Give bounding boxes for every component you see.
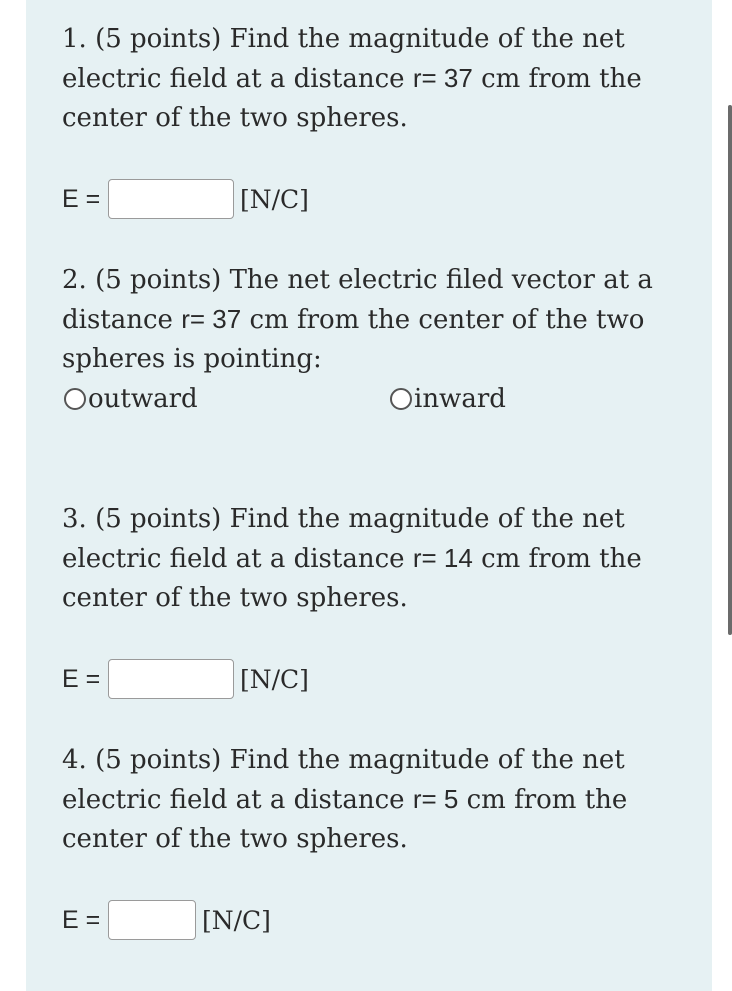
radio-outward-label: outward [88,384,198,414]
radio-option-outward[interactable] [64,384,198,414]
question-1-answer-input[interactable] [108,179,234,219]
radio-inward-label: inward [414,384,506,414]
question-3-unit: [N/C] [240,664,309,694]
question-3-text: 3. (5 points) Find the magnitude of the net electric field at a distance r= 14 cm from the center of the two spheres. [62,504,642,613]
question-1-unit: [N/C] [240,184,309,214]
question-2-text: 2. (5 points) The net electric filed vector at a distance r= 37 cm from the center of the two spheres is pointing: [62,265,653,374]
radio-option-inward[interactable] [390,384,506,414]
question-3-answer-row [62,657,309,701]
question-1-answer-row [62,177,309,221]
radio-inward-circle[interactable] [390,388,412,410]
radio-outward-circle[interactable] [64,388,86,410]
question-4-answer-row [62,898,271,942]
question-3-answer-input[interactable] [108,659,234,699]
question-4-unit: [N/C] [202,905,271,935]
question-4-eq-label: E = [62,905,101,934]
question-3-eq-label: E = [62,664,101,693]
question-1-eq-label: E = [62,184,101,213]
question-4-text: 4. (5 points) Find the magnitude of the net electric field at a distance r= 5 cm from the center of the two spheres. [62,745,628,854]
scrollbar[interactable] [728,105,732,635]
question-4-answer-input[interactable] [108,900,196,940]
question-1-text: 1. (5 points) Find the magnitude of the net electric field at a distance r= 37 cm from the center of the two spheres. [62,24,642,133]
